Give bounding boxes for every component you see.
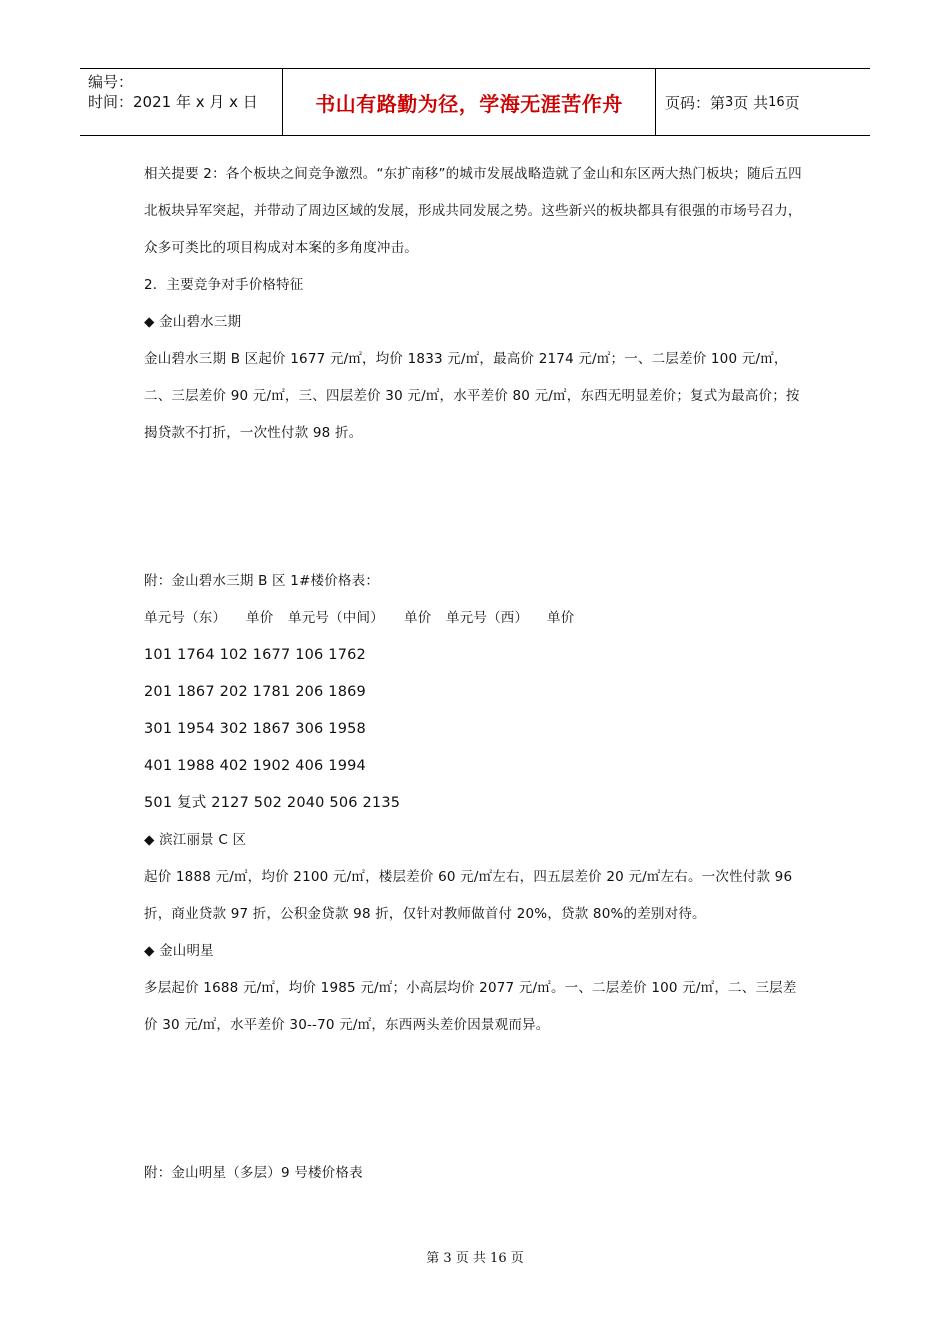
- price-table-row: 501 复式 2127 502 2040 506 2135: [144, 795, 401, 811]
- project-title-binjiang-lijing: ◆ 滨江丽景 C 区: [144, 832, 247, 848]
- table-header-cell: 单价: [404, 610, 432, 626]
- table-header-cell: 单元号（中间）: [288, 610, 384, 626]
- header-page-number: [656, 69, 870, 135]
- table-header-cell: 单元号（西）: [446, 610, 529, 626]
- document-body: [144, 156, 810, 1192]
- project-title-jinshan-bishui: ◆ 金山碧水三期: [144, 314, 242, 330]
- page-header: [80, 68, 870, 136]
- document-number-label: 编号：: [88, 73, 134, 91]
- price-table-title-mingxing: 附：金山明星（多层）9 号楼价格表: [144, 1165, 363, 1181]
- price-table-title-bishui: 附：金山碧水三期 B 区 1#楼价格表：: [144, 573, 380, 589]
- related-note-paragraph: 相关提要 2：各个板块之间竞争激烈。“东扩南移”的城市发展战略造就了金山和东区两大热门板块；随后五四北板块异军突起，并带动了周边区域的发展，形成共同发展之势。这些新兴的板块都具有很强的市场号召力，众多可类比的项目构成对本案的多角度冲击。: [144, 166, 802, 256]
- header-meta: [80, 69, 282, 135]
- page-label-mid: 页 共: [733, 93, 769, 112]
- project-text-jinshan-bishui: 金山碧水三期 B 区起价 1677 元/㎡，均价 1833 元/㎡，最高价 2174 元/㎡；一、二层差价 100 元/㎡，二、三层差价 90 元/㎡，三、四层差价 30 元/㎡，水平差价 80 元/㎡，东西无明显差价；复式为最高价；按揭贷款不打折，一次性付款 98 折。: [144, 351, 800, 441]
- page-label-end: 页: [784, 93, 800, 112]
- price-table-row: 101 1764 102 1677 106 1762: [144, 647, 366, 663]
- project-text-jinshan-mingxing: 多层起价 1688 元/㎡，均价 1985 元/㎡；小高层均价 2077 元/㎡。一、二层差价 100 元/㎡，二、三层差价 30 元/㎡，水平差价 30--70 元/㎡，东西两头差价因景观而异。: [144, 980, 797, 1033]
- spacer: [144, 452, 810, 563]
- page-label-prefix: 页码：第: [665, 93, 726, 112]
- section-heading: 2．主要竞争对手价格特征: [144, 277, 304, 293]
- table-header-cell: 单价: [547, 610, 575, 626]
- page-current: 3: [725, 94, 734, 110]
- page-total: 16: [768, 94, 785, 110]
- table-header-cell: 单元号（东）: [144, 610, 227, 626]
- spacer: [144, 1044, 810, 1155]
- document-time-label: 时间：2021 年 x 月 x 日: [88, 93, 258, 111]
- page-footer: 第 3 页 共 16 页: [426, 1251, 524, 1266]
- header-motto: 书山有路勤为径，学海无涯苦作舟: [282, 69, 656, 135]
- price-table-header: [144, 600, 810, 637]
- project-text-binjiang-lijing: 起价 1888 元/㎡，均价 2100 元/㎡，楼层差价 60 元/㎡左右，四五层差价 20 元/㎡左右。一次性付款 96 折，商业贷款 97 折，公积金贷款 98 折，仅针对教师做首付 20%，贷款 80%的差别对待。: [144, 869, 793, 922]
- price-table-row: 301 1954 302 1867 306 1958: [144, 721, 366, 737]
- table-header-cell: 单价: [246, 610, 274, 626]
- price-table-row: 401 1988 402 1902 406 1994: [144, 758, 366, 774]
- project-title-jinshan-mingxing: ◆ 金山明星: [144, 943, 214, 959]
- price-table-row: 201 1867 202 1781 206 1869: [144, 684, 366, 700]
